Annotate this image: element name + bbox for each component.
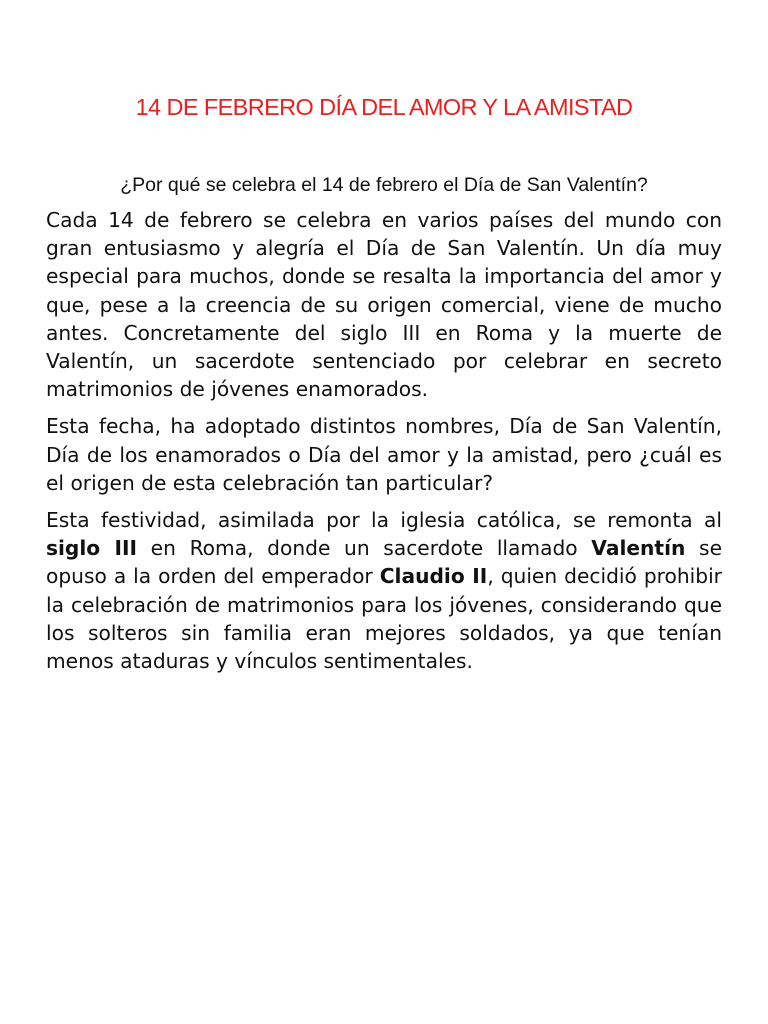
document-body: [46, 206, 722, 684]
paragraph-2: Esta fecha, ha adoptado distintos nombres, Día de San Valentín, Día de los enamorados o Día del amor y la amistad, pero ¿cuál es el origen de esta celebración tan particular?: [46, 414, 722, 495]
paragraph-3-text-4: , quien decidió prohibir la celebración de matrimonios para los jóvenes, considerando que los solteros sin familia eran mejores soldados, ya que tenían menos ataduras y vínculos sentimentales.: [46, 564, 722, 674]
document-subtitle: ¿Por qué se celebra el 14 de febrero el Día de San Valentín?: [120, 174, 648, 196]
bold-claudio-ii: Claudio II: [379, 564, 488, 589]
paragraph-3-text-3: se opuso a la orden del emperador: [46, 536, 722, 589]
paragraph-3-text-1: Esta festividad, asimilada por la iglesia católica, se remonta al: [46, 508, 722, 533]
bold-siglo-iii: siglo III: [46, 536, 137, 561]
paragraph-3: [46, 506, 722, 675]
paragraph-1: Cada 14 de febrero se celebra en varios países del mundo con gran entusiasmo y alegría el Día de San Valentín. Un día muy especial para muchos, donde se resalta la importancia del amor y que, pese a la creencia de su origen comercial, viene de mucho antes. Concretamente del siglo III en Roma y la muerte de Valentín, un sacerdote sentenciado por celebrar en secreto matrimonios de jóvenes enamorados.: [46, 208, 722, 402]
document-title: 14 DE FEBRERO DÍA DEL AMOR Y LA AMISTAD: [135, 94, 633, 120]
bold-valentin: Valentín: [591, 536, 686, 561]
paragraph-3-text-2: en Roma, donde un sacerdote llamado: [137, 536, 592, 561]
